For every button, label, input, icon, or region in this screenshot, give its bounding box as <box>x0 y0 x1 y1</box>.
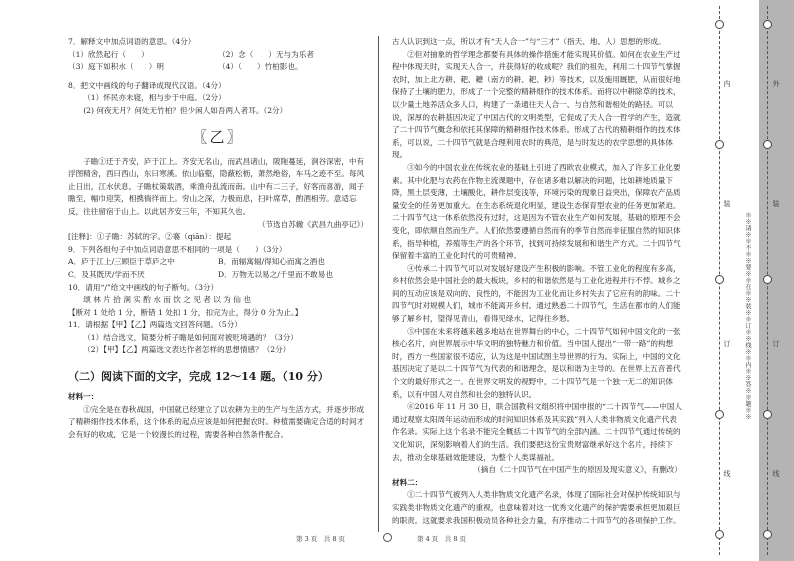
q7-row1 <box>68 49 368 62</box>
binding-label-inner-3: 订 <box>723 340 731 348</box>
binding-hole-icon <box>715 275 724 284</box>
q9-stem: 9．下列各组句子中加点词语意思不相同的一项是（ ）（3分） <box>68 244 287 254</box>
binding-warning-text: ※※请※※不※※要※※在※※装※※订※※线※※内※※答※※题※※ <box>744 212 751 420</box>
binding-hole-icon <box>763 20 772 29</box>
q8-stem: 8．把文中画线的句子翻译成现代汉语。（4分） <box>68 80 226 90</box>
q7-item2: （2）念（ ）无与为乐者 <box>218 49 314 59</box>
page-number-right: 第 4 页 共 8 页 <box>417 535 467 543</box>
q10-note: 【断对 1 处给 1 分，断错 1 处扣 1 分，扣完为止，得分 0 分为止。】 <box>68 307 303 317</box>
q10-sentence: 颂 林 片 拾 涧 实 酌 水 而 饮 之 见 者 以 为 仙 也 <box>83 295 251 305</box>
material1-label: 材料一： <box>68 392 99 402</box>
binding-hole-icon <box>763 410 772 419</box>
q8-item2: (2) 何夜无月？何处无竹柏？但少闲人如吾两人者耳。（2分） <box>83 105 288 115</box>
binding-hole-icon <box>715 530 724 539</box>
passage-source: （节选自苏辙《武昌九曲亭记》） <box>257 219 368 229</box>
binding-strip-inner <box>697 0 741 561</box>
passage-yi-text <box>68 156 368 219</box>
q7-item1: （1）欣然起行（ ） <box>68 49 149 59</box>
q11-item1: （1）结合选文，简要分析子瞻是如何面对被贬境遇的？（3分） <box>83 332 298 342</box>
binding-label-inner-1: 内 <box>723 80 731 88</box>
binding-label-inner-2: 装 <box>723 200 731 208</box>
page-divider <box>378 36 379 532</box>
q9-option-b: B．而辐寓辐/得知心而寓之酒也 <box>218 257 325 267</box>
q9-option-c: C．及其既厌/学而不厌 <box>68 269 145 279</box>
material2-label: 材料二： <box>392 477 423 487</box>
binding-label-outer-3: 订 <box>772 340 780 348</box>
right-p1: 古人认识到这一点，所以才有“天人合一”与“三才”（指天、地、人）思想的形成。 <box>392 37 666 46</box>
binding-hole-icon <box>763 275 772 284</box>
material1-text: ①完全是在春秋战国，中国就已经建立了以农耕为主的生产与生活方式，并逐步形成了精耕细作技术体系，这个体系的起点应该是如何把握农时。种植需要确定合适的时间才会有好的收成，它是一个较漫长的过程，需要各种自然条件配合。 <box>68 404 365 439</box>
q11-stem: 11．请根据【甲】【乙】两篇选文回答问题。（5分） <box>68 320 242 330</box>
page-number-left: 第 3 页 共 8 页 <box>296 535 346 543</box>
q9-option-a: A．庐于江上/三顾臣于草庐之中 <box>68 257 175 267</box>
q7-stem: 7．解释文中加点词语的意思。（4分） <box>68 37 196 46</box>
q9-row1 <box>68 256 368 269</box>
q10-stem: 10．请用“/”给文中画线的句子断句。（3分） <box>68 282 219 292</box>
q7-item3: （3）庭下如积水（ ）明 <box>68 62 164 72</box>
right-page <box>392 36 682 527</box>
passage-note: [注释]：①子瞻：苏轼的字。②褰（qiān）：提起 <box>68 232 232 242</box>
binding-label-outer-2: 装 <box>772 200 780 208</box>
section-two-heading: （二）阅读下面的文字，完成 12～14 题。（10 分） <box>68 370 329 384</box>
q11-item2: （2）【甲】【乙】两篇选文表达作者怎样的思想情感？（2分） <box>83 345 291 355</box>
right-source: （摘自《二十四节气在中国产生的原因及现实意义》，有删改） <box>473 465 682 475</box>
binding-hole-icon <box>715 410 724 419</box>
q7-item4: （4）（ ）竹柏影也。 <box>218 62 303 72</box>
right-p6: ⑥2016 年 11 月 30 日，联合国教科文组织将中国申报的“二十四节气——中国人通过观察太阳周年运动而形成的时间知识体系及其实践”列入人类非物质文化遗产代表作名录。实际上这个名录不能完全概括二十四节气的全部内涵。二十四节气通过传统的文化知识，深刻影响着人们的生活。我们要把这份宝贵财富继承好这个名片，持续下去，推动全球基础效能建设，为整个人类谋福祉。 <box>392 402 683 462</box>
passage-yi-a: 子瞻①迁于齐安，庐于江上。齐安无名山，而武昌诸山，陂陁蔓延，涧谷深密，中有浮图精舍，西曰西山，东曰寒溪。依山临壑，隐蔽松枥，萧然绝俗，车马之迹不至。每风止日出，江水伏息，子瞻杖策载酒，乘渔舟乱流而南。山中有二三子，好客而喜游，闻子瞻至，幅巾迎笑，相携徜徉而上。穷山之深，力极而息，扫叶席草，酌酒相劳。意适忘反，往往留宿于山上。以此居齐安三年，不知其久也。 <box>68 156 365 216</box>
left-page <box>68 36 368 441</box>
section-title-yi: 〖乙〗 <box>192 127 244 146</box>
right-p4: ④传承二十四节气可以对发展好建设产生积极的影响。不管工业化的程度有多高，乡村依然会是中国社会的最大板块，乡村的和谐依然是与工业化进程并行不悖。城乡之间的互动应该是双向的、良性的，不能因为工业化而让乡村失去了它应有的韵味。二十四节气时对规模人们，城市不能离开乡村。通过熟悉二十四节气，生活在都市的人们能够了解乡村，望得见青山，看得见绿水，记得住乡愁。 <box>392 263 681 324</box>
right-p3: ③如今的中国农业在传统农业的基础上引进了西欧农业模式，加入了许多工业化要素。其中化肥与农药在作物主流课题中，存在诸多难以解决的问题，比如耕地质量下降，黑土层变薄，土壤酸化，耕作层变浅等，环境污染的现象日益突出，保障农产品质量安全的任务更加重大。在生态系统退化明显，建设生态保育型农业的任务更加紧迫。二十四节气这一体系依然没有过时，这是因为不管农业生产如何发展，基础的原理不会变化，即依顺自然而生产。人们依然要遵循自然而有的季节自然而非征服自然的知识体系，指导种植，养殖等生产的各个环节，找到可持续发展和和谐生产方式。二十四节气保留着丰富的工业化时代的可贵精神。 <box>392 162 681 261</box>
q7-row2 <box>68 61 368 74</box>
binding-hole-icon <box>763 530 772 539</box>
binding-label-outer-4: 线 <box>772 470 780 478</box>
q9-row2 <box>68 269 368 282</box>
binding-hole-icon <box>715 20 724 29</box>
q8-item1: （1）怀民亦未寝，相与步于中庭。（2分） <box>83 93 226 103</box>
q9-option-d: D．万物无以易之/千里而不敢易也 <box>218 269 333 279</box>
binding-hole-icon <box>715 140 724 149</box>
right-p5: ⑤中国在未来将越来越多地站在世界舞台的中心，二十四节气如何中国文化的一张核心名片，向世界展示中华文明的独特魅力和价值。当中国人提出“一带一路”的构想时，西方一些国家很不适应，认为这是中国试图主导世界的行为。实际上，中国的文化基因决定了是以二十四节气为代表的和谐理念，是以和谐为主导的。在世界上五音普代个文的最好形式之一。在世界文明发的视野中，二十四节气是一个独一无二的知识体系，以有中国人对自然和社会的独特认识。 <box>392 326 681 399</box>
binding-hole-icon <box>763 140 772 149</box>
fold-circle-icon <box>383 533 392 542</box>
binding-label-inner-4: 线 <box>723 470 731 478</box>
right-p2: ②但对抽象的哲学理念都要有具体的操作措施才能实现其价值。如何在农业生产过程中体现天时，实现天人合一，并获得好的收成呢？我们的祖先，利用二十四节气掌握农时，加上北方耕、耙、耱（南方的耕、耙、耖）等技术，以及施用厩肥，从而很好地保持了土壤的肥力，形成了一个完整的精耕细作的技术体系。而将以中耕除草的技术，以少量土地养活众多人口，构建了一条通往天人合一、与自然和谐相处的路径。可以说，深厚的农耕基因决定了中国古代的文明类型，它促成了天人合一哲学的产生，造就了二十四节气概念和依托其保障的精耕细作技术体系。形成了古代的精耕细作的技术体系，可以说，二十四节气就是合理利用农时的典范，是与时发达的农学思想的具体体现。 <box>392 49 681 160</box>
binding-strip-outer <box>759 0 794 561</box>
binding-label-outer-1: 外 <box>772 80 780 88</box>
material2-text: ①二十四节气被列入人类非物质文化遗产名录，体现了国际社会对保护传统知识与实践类非物质文化遗产的重视，也意味着对这一优秀文化遗产的保护需要承担更加艰巨的职责。这就要求我国积极动员各种社会力量，有序推动二十四节气的各项保护工作。 <box>392 490 681 525</box>
